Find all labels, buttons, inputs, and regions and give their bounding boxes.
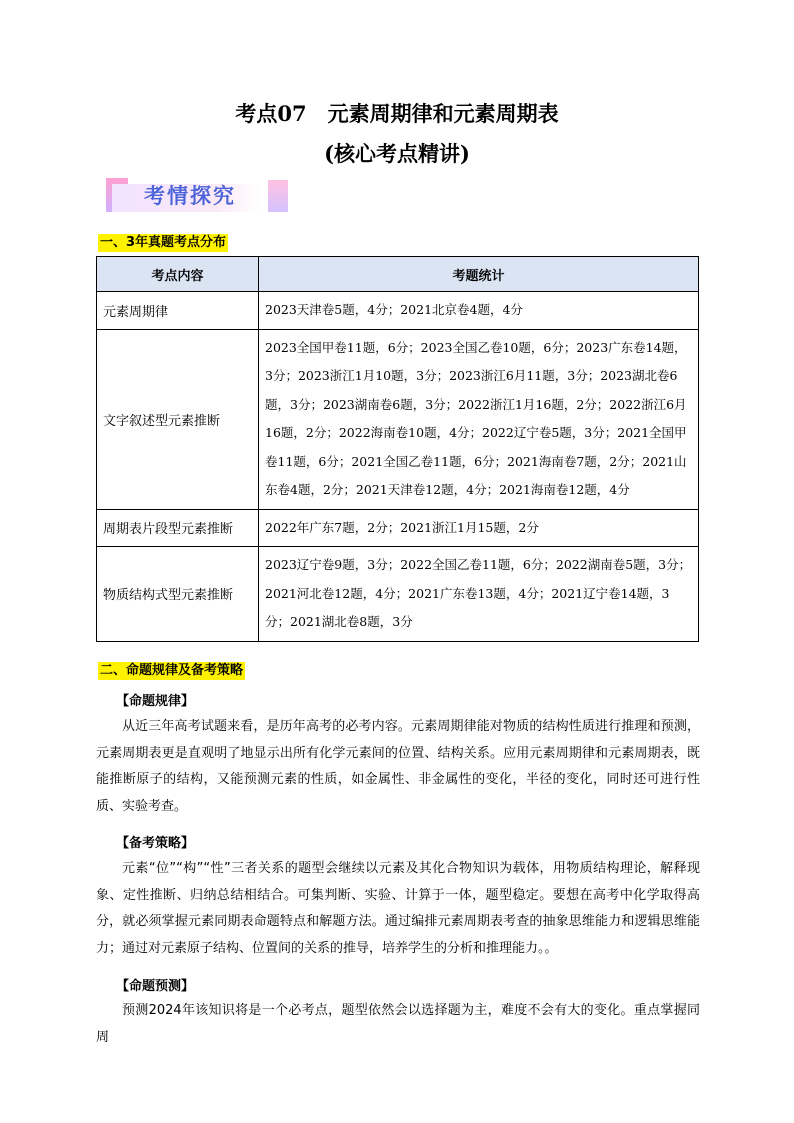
- section1-title: 一、3年真题考点分布: [100, 235, 227, 250]
- forecast-paragraph: 预测2024年该知识将是一个必考点，题型依然会以选择题为主，难度不会有大的变化。重点掌握同周: [96, 1003, 700, 1045]
- table-header-stats: 考题统计: [259, 257, 699, 292]
- rule-heading: 【命题规律】: [116, 694, 195, 709]
- table-cell-topic: 物质结构式型元素推断: [97, 547, 259, 642]
- table-header-topic: 考点内容: [97, 257, 259, 292]
- table-cell-topic: 周期表片段型元素推断: [97, 509, 259, 547]
- exam-stats-table: [96, 256, 699, 642]
- banner-label: 考情探究: [144, 184, 236, 208]
- forecast-heading: 【命题预测】: [116, 979, 195, 994]
- table-row: [97, 292, 699, 330]
- table-cell-stats: 2023全国甲卷11题，6分；2023全国乙卷10题，6分；2023广东卷14题，3分；2023浙江1月10题，3分；2023浙江6月11题，3分；2023湖北卷6题，3分；2023湖南卷6题，3分；2022浙江1月16题，2分；2022浙江6月16题，2分；2022海南卷10题，4分；2022辽宁卷5题，3分；2021全国甲卷11题，6分；2021全国乙卷11题，6分；2021海南卷7题，2分；2021山东卷4题，2分；2021天津卷12题，4分；2021海南卷12题，4分: [259, 329, 699, 509]
- table-cell-topic: 文字叙述型元素推断: [97, 329, 259, 509]
- document-title: 考点07 元素周期律和元素周期表: [235, 101, 559, 126]
- table-cell-stats: 2022年广东7题，2分；2021浙江1月15题，2分: [259, 509, 699, 547]
- table-row: [97, 329, 699, 509]
- strategy-paragraph: 元素“位”“构”“性”三者关系的题型会继续以元素及其化合物知识为载体，用物质结构理论，解释现象、定性推断、归纳总结相结合。可集判断、实验、计算于一体，题型稳定。要想在高考中化学取得高分，就必须掌握元素同期表命题特点和解题方法。通过编排元素周期表考查的抽象思维能力和逻辑思维能力；通过对元素原子结构、位置间的关系的推导，培养学生的分析和推理能力。。: [96, 861, 700, 956]
- table-header-row: [97, 257, 699, 292]
- table-row: [97, 547, 699, 642]
- table-cell-topic: 元素周期律: [97, 292, 259, 330]
- table-cell-stats: 2023辽宁卷9题，3分；2022全国乙卷11题，6分；2022湖南卷5题，3分；2021河北卷12题，4分；2021广东卷13题，4分；2021辽宁卷14题，3分；2021湖北卷8题，3分: [259, 547, 699, 642]
- rule-paragraph: 从近三年高考试题来看，是历年高考的必考内容。元素周期律能对物质的结构性质进行推理和预测，元素周期表更是直观明了地显示出所有化学元素间的位置、结构关系。应用元素周期律和元素周期表，既能推断原子的结构，又能预测元素的性质，如金属性、非金属性的变化，半径的变化，同时还可进行性质、实验考查。: [96, 719, 700, 814]
- table-cell-stats: 2023天津卷5题，4分；2021北京卷4题，4分: [259, 292, 699, 330]
- document-subtitle: (核心考点精讲): [324, 141, 470, 166]
- strategy-heading: 【备考策略】: [116, 836, 195, 851]
- section2-title: 二、命题规律及备考策略: [100, 663, 244, 678]
- banner-decoration-right: [268, 180, 288, 212]
- table-row: [97, 509, 699, 547]
- section-banner: [106, 176, 290, 216]
